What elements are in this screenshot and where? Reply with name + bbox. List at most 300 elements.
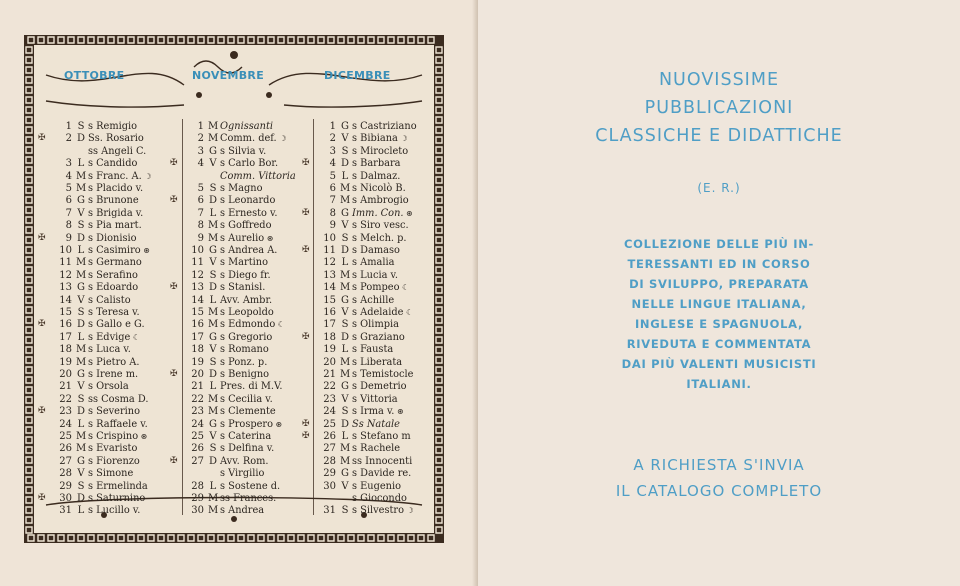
weekday-letter: G (77, 282, 85, 294)
day-number: 9 (329, 220, 336, 232)
request-line: IL CATALOGO COMPLETO (615, 482, 823, 500)
weekday-letter: M (340, 195, 351, 207)
weekday-letter: V (77, 468, 85, 480)
column-divider (182, 119, 183, 515)
weekday-letter: V (341, 133, 349, 145)
weekday-letter: V (209, 344, 217, 356)
day-number: 6 (197, 195, 204, 207)
day-number: 12 (191, 269, 204, 281)
weekday-letter: G (341, 207, 349, 219)
weekday-letter: G (77, 369, 85, 380)
weekday-letter: D (208, 195, 218, 207)
saint-name: s Diego fr. (220, 269, 271, 281)
day-number: 13 (323, 269, 336, 281)
day-number: 3 (65, 158, 72, 170)
day-number: 8 (329, 207, 336, 219)
saint-name: ss Innocenti (352, 455, 413, 467)
weekday-letter: S (209, 183, 217, 194)
day-number: 2 (197, 133, 204, 145)
day-number: 6 (65, 195, 72, 207)
weekday-letter: D (340, 418, 350, 430)
body-line: NELLE LINGUE ITALIANA, (631, 297, 807, 311)
weekday-letter: V (341, 220, 349, 232)
weekday-letter: V (209, 158, 217, 170)
day-number: 10 (191, 245, 204, 256)
saint-name: s Evaristo (88, 443, 138, 455)
moon-phase-icon: ⊛ (264, 233, 274, 243)
saint-name: s Aurelio ⊛ (220, 232, 274, 244)
saint-name: Comm. Vittoria (220, 170, 296, 182)
saint-name: s Irene m. (88, 369, 139, 380)
day-number: 19 (59, 356, 72, 368)
saint-name: s Stefano m (352, 431, 411, 442)
day-number: 28 (191, 480, 204, 492)
saint-name: s Clemente (220, 406, 276, 418)
weekday-letter: L (77, 331, 85, 343)
day-number: 20 (323, 356, 336, 368)
ad-request (478, 452, 960, 504)
day-number: 21 (323, 369, 336, 380)
day-number: 18 (191, 344, 204, 356)
ad-body (478, 234, 960, 394)
day-number: 15 (323, 294, 336, 306)
weekday-letter: D (76, 406, 86, 418)
weekday-letter: M (340, 183, 351, 194)
feast-cross-icon: ✠ (170, 195, 178, 206)
weekday-letter: V (77, 207, 85, 219)
saint-name: s Damaso (352, 245, 400, 256)
saint-name: s Serafino (88, 269, 138, 281)
day-number: 14 (323, 282, 336, 294)
weekday-letter: M (76, 170, 87, 182)
weekday-letter: D (208, 455, 218, 467)
day-number: 26 (323, 431, 336, 442)
day-number: 31 (323, 505, 336, 517)
weekday-letter: L (77, 418, 85, 430)
saint-name: s Placido v. (88, 183, 144, 194)
saint-name: s Davide re. (352, 468, 412, 480)
month-header-novembre: NOVEMBRE (192, 69, 265, 82)
ad-subtitle: (E. R.) (697, 181, 741, 195)
day-number: 5 (197, 183, 204, 194)
saint-name: Ss. Rosario (88, 133, 144, 145)
weekday-letter: S (77, 480, 85, 492)
weekday-letter: L (77, 505, 85, 517)
moon-phase-icon: ☽ (141, 171, 152, 181)
weekday-letter: D (76, 232, 86, 244)
weekday-letter: L (209, 207, 217, 219)
weekday-letter: L (341, 344, 349, 356)
moon-phase-icon: ☽ (276, 134, 287, 144)
saint-name: s Teresa v. (88, 307, 140, 318)
saint-name: s Fausta (352, 344, 394, 356)
day-number: 16 (59, 319, 72, 331)
saint-name: s Sostene d. (220, 480, 281, 492)
day-number: 18 (323, 331, 336, 343)
saint-name: ss Angeli C. (88, 145, 147, 157)
day-number: 4 (65, 170, 72, 182)
feast-cross-icon: ✠ (302, 331, 310, 342)
weekday-letter: S (341, 406, 349, 418)
weekday-letter: G (77, 195, 85, 207)
weekday-letter: G (341, 468, 349, 480)
weekday-letter: M (340, 455, 351, 467)
saint-name: s Barbara (352, 158, 401, 170)
day-number: 22 (323, 381, 336, 393)
weekday-letter: M (340, 356, 351, 368)
body-line: RIVEDUTA E COMMENTATA (626, 337, 812, 351)
month-header-dicembre: DICEMBRE (324, 69, 391, 82)
weekday-letter: S (341, 505, 349, 517)
day-number: 28 (59, 468, 72, 480)
feast-cross-icon: ✠ (38, 319, 46, 330)
weekday-letter: M (208, 319, 219, 331)
weekday-letter: M (76, 443, 87, 455)
weekday-letter: S (341, 145, 349, 157)
day-number: 24 (323, 406, 336, 418)
weekday-letter: L (209, 294, 217, 306)
weekday-letter: M (76, 257, 87, 269)
moon-phase-icon: ☾ (399, 283, 410, 293)
saint-name: s Martino (220, 257, 268, 269)
weekday-letter: L (209, 480, 217, 492)
saint-name: s Orsola (88, 381, 129, 393)
saint-name: s Liberata (352, 356, 403, 368)
body-line: ITALIANI. (686, 377, 752, 391)
weekday-letter: M (340, 282, 351, 294)
day-number: 23 (191, 406, 204, 418)
saint-name: s Edmondo ☾ (220, 319, 285, 331)
saint-name: s Eugenio (352, 480, 402, 492)
moon-phase-icon: ☾ (403, 308, 414, 317)
saint-name: s Gallo e G. (88, 319, 145, 331)
moon-phase-icon: ⊛ (140, 246, 150, 255)
month-header-ottobre: OTTOBRE (64, 69, 125, 82)
weekday-letter: M (76, 356, 87, 368)
moon-phase-icon: ☽ (397, 134, 408, 144)
moon-phase-icon: ☽ (404, 506, 414, 516)
saint-name: s Leonardo (220, 195, 276, 207)
saint-name: s Severino (88, 406, 141, 418)
day-number: 7 (65, 207, 72, 219)
weekday-letter: S (77, 307, 85, 318)
saint-name: s Giocondo (352, 493, 407, 504)
saint-name: s Gregorio (220, 331, 273, 343)
moon-phase-icon: ⊛ (273, 419, 283, 429)
feast-cross-icon: ✠ (38, 406, 46, 417)
title-line: NUOVISSIME (658, 70, 780, 90)
saint-name: s Carlo Bor. (220, 158, 279, 170)
day-number: 25 (323, 418, 336, 430)
day-number: 1 (329, 121, 336, 132)
day-number: 29 (191, 493, 204, 504)
saint-name: s Ernesto v. (220, 207, 278, 219)
weekday-letter: M (208, 232, 219, 244)
day-number: 15 (191, 307, 204, 318)
saint-name: s Dionisio (88, 232, 137, 244)
weekday-letter: S (77, 220, 85, 232)
day-number: 10 (59, 245, 72, 256)
day-number: 1 (197, 121, 204, 132)
day-number: 14 (59, 294, 72, 306)
weekday-letter: V (209, 431, 217, 442)
day-number: 13 (59, 282, 72, 294)
weekday-letter: L (341, 431, 349, 442)
weekday-letter: M (340, 369, 351, 380)
weekday-letter: V (341, 480, 349, 492)
weekday-letter: M (208, 121, 219, 132)
saint-name: s Olimpia (352, 319, 399, 331)
saint-name: s Leopoldo (220, 307, 274, 318)
saint-name: s Cecilia v. (220, 393, 273, 405)
feast-cross-icon: ✠ (302, 158, 310, 169)
saint-name: Pres. di M.V. (220, 381, 283, 393)
weekday-letter: L (209, 381, 217, 393)
day-number: 20 (191, 369, 204, 380)
weekday-letter: S (77, 393, 85, 405)
saint-name: s Edoardo (88, 282, 139, 294)
weekday-letter: D (76, 133, 86, 145)
saint-name: s Pompeo ☾ (352, 282, 410, 294)
day-number: 9 (65, 232, 72, 244)
feast-cross-icon: ✠ (170, 158, 178, 169)
weekday-letter: G (209, 145, 217, 157)
feast-cross-icon: ✠ (302, 245, 310, 255)
saint-name: s Ponz. p. (220, 356, 268, 368)
day-number: 30 (323, 480, 336, 492)
saint-name: s Fiorenzo (88, 455, 140, 467)
weekday-letter: G (209, 418, 217, 430)
weekday-letter: V (341, 393, 349, 405)
saint-name: s Edvige ☾ (88, 331, 141, 343)
day-number: 2 (65, 133, 72, 145)
saint-name: s Demetrio (352, 381, 407, 393)
day-number: 1 (65, 121, 72, 132)
weekday-letter: L (77, 158, 85, 170)
feast-cross-icon: ✠ (302, 207, 310, 218)
day-number: 22 (59, 393, 72, 405)
body-line: DAI PIÙ VALENTI MUSICISTI (621, 357, 817, 371)
day-number: 11 (323, 245, 336, 256)
saint-name: s Prospero ⊛ (220, 418, 283, 430)
feast-cross-icon: ✠ (170, 369, 178, 379)
weekday-letter: M (208, 493, 219, 504)
saint-name: s Crispino ⊛ (88, 431, 148, 442)
saint-name: s Benigno (220, 369, 270, 380)
weekday-letter: D (76, 319, 86, 331)
day-number: 19 (191, 356, 204, 368)
day-number: 30 (59, 493, 72, 504)
saint-name: s Remigio (88, 121, 138, 132)
feast-cross-icon: ✠ (170, 455, 178, 466)
day-number: 3 (329, 145, 336, 157)
saint-name: s Lucillo v. (88, 505, 141, 517)
feast-cross-icon: ✠ (170, 282, 178, 293)
weekday-letter: D (340, 158, 350, 170)
moon-phase-icon: ☾ (130, 332, 141, 342)
day-number: 4 (197, 158, 204, 170)
day-number: 22 (191, 393, 204, 405)
body-line: COLLEZIONE DELLE PIÙ IN- (623, 237, 815, 251)
day-number: 24 (59, 418, 72, 430)
weekday-letter: M (76, 344, 87, 356)
day-number: 11 (59, 257, 72, 269)
saint-name: s Castriziano (352, 121, 417, 132)
day-number: 26 (59, 443, 72, 455)
saint-name: s Temistocle (352, 369, 414, 380)
saint-name: s Saturnino (88, 493, 146, 504)
saint-name: s Nicolò B. (352, 183, 406, 194)
weekday-letter: M (76, 183, 87, 194)
saint-name: s Candido (88, 158, 138, 170)
weekday-letter: G (341, 381, 349, 393)
weekday-letter: L (341, 170, 349, 182)
day-number: 10 (323, 232, 336, 244)
weekday-letter: M (208, 406, 219, 418)
weekday-letter: V (341, 307, 349, 318)
feast-cross-icon: ✠ (38, 493, 46, 503)
saint-name: Avv. Rom. (220, 455, 269, 467)
title-line: PUBBLICAZIONI (644, 98, 794, 118)
title-line: CLASSICHE E DIDATTICHE (595, 126, 843, 146)
feast-cross-icon: ✠ (38, 232, 46, 243)
weekday-letter: D (76, 493, 86, 504)
day-number: 23 (323, 393, 336, 405)
weekday-letter: S (341, 319, 349, 331)
day-number: 15 (59, 307, 72, 318)
weekday-letter: S (209, 269, 217, 281)
weekday-letter: L (77, 245, 85, 256)
saint-name: s Luca v. (88, 344, 131, 356)
saint-name: s Raffaele v. (88, 418, 148, 430)
day-number: 3 (197, 145, 204, 157)
day-number: 14 (191, 294, 204, 306)
day-number: 9 (197, 232, 204, 244)
weekday-letter: S (341, 232, 349, 244)
day-number: 24 (191, 418, 204, 430)
body-line: DI SVILUPPO, PREPARATA (629, 277, 809, 291)
day-number: 30 (191, 505, 204, 517)
day-number: 17 (59, 331, 72, 343)
ad-title (478, 66, 960, 150)
day-number: 29 (323, 468, 336, 480)
saint-name: ss Cosma D. (88, 393, 149, 405)
saint-name: Ss Natale (352, 418, 400, 430)
day-number: 7 (329, 195, 336, 207)
weekday-letter: D (340, 331, 350, 343)
saint-name: s Irma v. ⊛ (352, 406, 404, 418)
day-number: 5 (329, 170, 336, 182)
body-line: TERESSANTI ED IN CORSO (627, 257, 811, 271)
weekday-letter: M (208, 307, 219, 318)
saint-name: s Caterina (220, 431, 272, 442)
weekday-letter: D (208, 369, 218, 380)
day-number: 31 (59, 505, 72, 517)
saint-name: s Silvia v. (220, 145, 267, 157)
feast-cross-icon: ✠ (302, 418, 310, 429)
saint-name: s Vittoria (352, 393, 398, 405)
saint-name: s Stanisl. (220, 282, 266, 294)
day-number: 26 (191, 443, 204, 455)
day-number: 21 (59, 381, 72, 393)
saint-name: s Virgilio (220, 468, 265, 480)
weekday-letter: L (341, 257, 349, 269)
saint-name: s Germano (88, 257, 142, 269)
day-number: 25 (59, 431, 72, 442)
saint-name: Comm. def. ☽ (220, 133, 287, 145)
saint-name: s Franc. A. ☽ (88, 170, 152, 182)
saint-name: s Ermelinda (88, 480, 148, 492)
weekday-letter: S (209, 443, 217, 455)
weekday-letter: G (341, 121, 349, 132)
weekday-letter: V (77, 294, 85, 306)
feast-cross-icon: ✠ (302, 431, 310, 441)
moon-phase-icon: ☾ (275, 320, 285, 330)
saint-name: s Graziano (352, 331, 405, 343)
saint-name: s Brigida v. (88, 207, 144, 219)
day-number: 25 (191, 431, 204, 442)
day-number: 8 (65, 220, 72, 232)
weekday-letter: M (340, 269, 351, 281)
weekday-letter: M (208, 220, 219, 232)
weekday-letter: M (76, 269, 87, 281)
day-number: 13 (191, 282, 204, 294)
saint-name: s Delfina v. (220, 443, 275, 455)
saint-name: Imm. Con. ⊛ (352, 207, 413, 219)
saint-name: s Lucia v. (352, 269, 399, 281)
day-number: 21 (191, 381, 204, 393)
day-number: 11 (191, 257, 204, 269)
saint-name: s Calisto (88, 294, 131, 306)
saint-name: s Achille (352, 294, 395, 306)
day-number: 17 (191, 331, 204, 343)
saint-name: Avv. Ambr. (220, 294, 273, 306)
day-number: 5 (65, 183, 72, 194)
day-number: 27 (191, 455, 204, 467)
weekday-letter: M (208, 133, 219, 145)
advertisement-page (478, 0, 960, 586)
weekday-letter: M (208, 393, 219, 405)
weekday-letter: G (341, 294, 349, 306)
day-number: 4 (329, 158, 336, 170)
moon-phase-icon: ⊛ (403, 208, 413, 218)
saint-name: s Silvestro ☽ (352, 505, 414, 517)
day-number: 7 (197, 207, 204, 219)
day-number: 27 (59, 455, 72, 467)
weekday-letter: M (208, 505, 219, 517)
day-number: 27 (323, 443, 336, 455)
column-divider (313, 119, 314, 515)
calendar-frame (24, 35, 444, 543)
weekday-letter: M (76, 431, 87, 442)
saint-name: s Brunone (88, 195, 139, 207)
day-number: 12 (323, 257, 336, 269)
saint-name: s Melch. p. (352, 232, 407, 244)
day-number: 29 (59, 480, 72, 492)
saint-name: s Adelaide ☾ (352, 307, 414, 318)
weekday-letter: M (340, 443, 351, 455)
day-number: 16 (323, 307, 336, 318)
calendar-page (0, 0, 478, 586)
weekday-letter: V (77, 381, 85, 393)
feast-cross-icon: ✠ (38, 133, 46, 144)
moon-phase-icon: ⊛ (394, 407, 404, 417)
saint-name: s Pietro A. (88, 356, 140, 368)
saint-name: s Ambrogio (352, 195, 409, 207)
saint-name: s Dalmaz. (352, 170, 401, 182)
saint-name: s Mirocleto (352, 145, 409, 157)
saint-name: s Simone (88, 468, 134, 480)
